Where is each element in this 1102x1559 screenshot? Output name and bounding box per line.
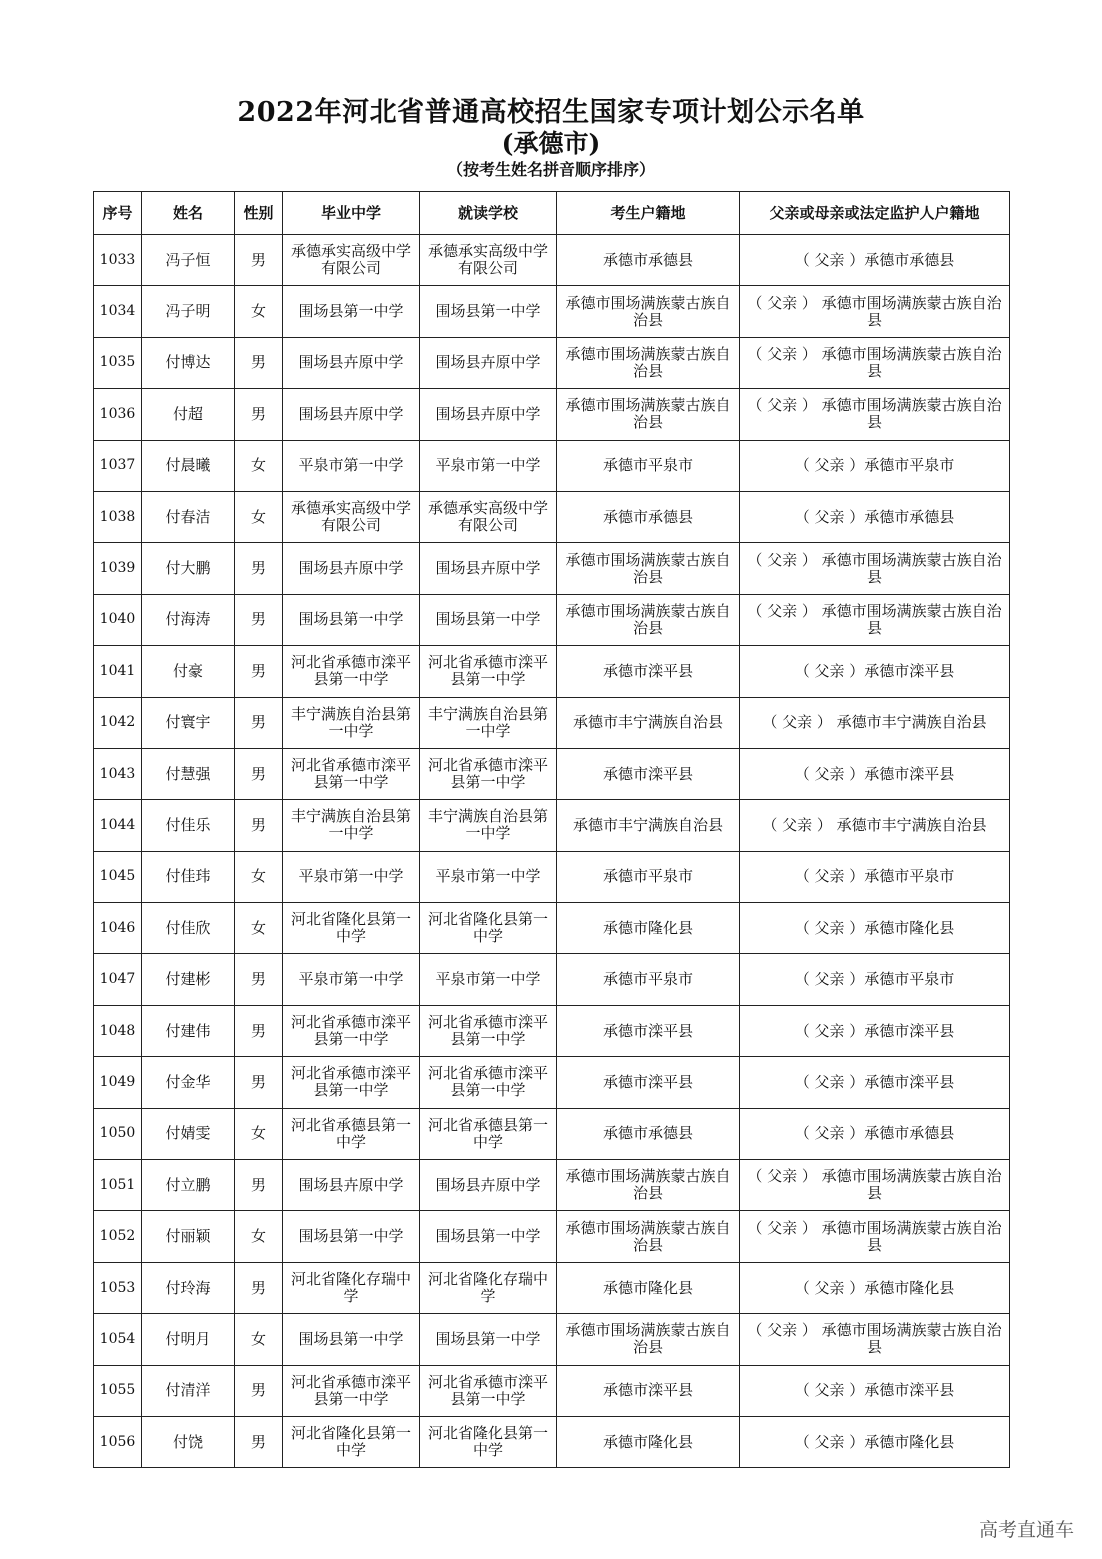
cell-guardian-hukou: （ 父亲 ）承德市承德县 — [740, 235, 1010, 286]
cell-guardian-hukou: （ 父亲 ） 承德市围场满族蒙古族自治县 — [740, 389, 1010, 440]
cell-current-school: 围场县卉原中学 — [420, 543, 557, 594]
cell-seq: 1054 — [94, 1314, 142, 1365]
cell-student-hukou: 承德市围场满族蒙古族自治县 — [557, 389, 740, 440]
cell-graduated-school: 河北省承德市滦平县第一中学 — [283, 646, 420, 697]
cell-graduated-school: 平泉市第一中学 — [283, 954, 420, 1005]
cell-graduated-school: 承德承实高级中学有限公司 — [283, 491, 420, 542]
cell-guardian-hukou: （ 父亲 ）承德市隆化县 — [740, 903, 1010, 954]
page-title: 2022年河北省普通高校招生国家专项计划公示名单 — [237, 97, 865, 128]
cell-student-hukou: 承德市平泉市 — [557, 851, 740, 902]
cell-guardian-hukou: （ 父亲 ） 承德市丰宁满族自治县 — [740, 800, 1010, 851]
cell-graduated-school: 丰宁满族自治县第一中学 — [283, 697, 420, 748]
cell-guardian-hukou: （ 父亲 ） 承德市围场满族蒙古族自治县 — [740, 1211, 1010, 1262]
cell-gender: 男 — [235, 697, 283, 748]
table-row — [94, 954, 1010, 1005]
cell-guardian-hukou: （ 父亲 ）承德市平泉市 — [740, 440, 1010, 491]
cell-name: 付婧雯 — [142, 1108, 235, 1159]
cell-graduated-school: 河北省承德市滦平县第一中学 — [283, 1057, 420, 1108]
cell-name: 付饶 — [142, 1416, 235, 1467]
cell-current-school: 河北省承德市滦平县第一中学 — [420, 1365, 557, 1416]
cell-gender: 女 — [235, 903, 283, 954]
cell-name: 冯子恒 — [142, 235, 235, 286]
cell-graduated-school: 承德承实高级中学有限公司 — [283, 235, 420, 286]
cell-gender: 男 — [235, 748, 283, 799]
cell-student-hukou: 承德市围场满族蒙古族自治县 — [557, 337, 740, 388]
cell-name: 付豪 — [142, 646, 235, 697]
cell-student-hukou: 承德市承德县 — [557, 235, 740, 286]
table-header-row — [94, 192, 1010, 235]
table-row — [94, 1160, 1010, 1211]
cell-name: 冯子明 — [142, 286, 235, 337]
cell-seq: 1047 — [94, 954, 142, 1005]
cell-current-school: 丰宁满族自治县第一中学 — [420, 697, 557, 748]
cell-graduated-school: 围场县第一中学 — [283, 1211, 420, 1262]
table-row — [94, 543, 1010, 594]
cell-current-school: 河北省承德市滦平县第一中学 — [420, 748, 557, 799]
cell-graduated-school: 河北省隆化县第一中学 — [283, 1416, 420, 1467]
table-row — [94, 389, 1010, 440]
header-seq: 序号 — [94, 192, 142, 235]
cell-seq: 1055 — [94, 1365, 142, 1416]
cell-name: 付超 — [142, 389, 235, 440]
cell-student-hukou: 承德市丰宁满族自治县 — [557, 697, 740, 748]
table-row — [94, 697, 1010, 748]
cell-student-hukou: 承德市隆化县 — [557, 903, 740, 954]
cell-student-hukou: 承德市围场满族蒙古族自治县 — [557, 1314, 740, 1365]
table-row — [94, 1262, 1010, 1313]
cell-gender: 女 — [235, 286, 283, 337]
cell-guardian-hukou: （ 父亲 ）承德市平泉市 — [740, 851, 1010, 902]
cell-seq: 1033 — [94, 235, 142, 286]
cell-current-school: 河北省隆化县第一中学 — [420, 903, 557, 954]
cell-guardian-hukou: （ 父亲 ） 承德市围场满族蒙古族自治县 — [740, 286, 1010, 337]
cell-seq: 1038 — [94, 491, 142, 542]
cell-gender: 男 — [235, 594, 283, 645]
table-row — [94, 594, 1010, 645]
cell-student-hukou: 承德市滦平县 — [557, 1057, 740, 1108]
cell-gender: 男 — [235, 646, 283, 697]
header-guardian-hukou: 父亲或母亲或法定监护人户籍地 — [740, 192, 1010, 235]
cell-student-hukou: 承德市隆化县 — [557, 1416, 740, 1467]
cell-current-school: 平泉市第一中学 — [420, 440, 557, 491]
cell-seq: 1048 — [94, 1005, 142, 1056]
cell-current-school: 河北省隆化存瑞中学 — [420, 1262, 557, 1313]
cell-gender: 男 — [235, 954, 283, 1005]
cell-guardian-hukou: （ 父亲 ） 承德市围场满族蒙古族自治县 — [740, 1314, 1010, 1365]
cell-student-hukou: 承德市承德县 — [557, 491, 740, 542]
cell-name: 付明月 — [142, 1314, 235, 1365]
cell-graduated-school: 平泉市第一中学 — [283, 440, 420, 491]
table-row — [94, 1108, 1010, 1159]
cell-name: 付玲海 — [142, 1262, 235, 1313]
cell-current-school: 丰宁满族自治县第一中学 — [420, 800, 557, 851]
cell-gender: 男 — [235, 1160, 283, 1211]
cell-student-hukou: 承德市滦平县 — [557, 748, 740, 799]
cell-gender: 男 — [235, 1057, 283, 1108]
cell-gender: 男 — [235, 235, 283, 286]
table-row — [94, 440, 1010, 491]
cell-graduated-school: 围场县卉原中学 — [283, 337, 420, 388]
cell-guardian-hukou: （ 父亲 ）承德市承德县 — [740, 491, 1010, 542]
cell-current-school: 围场县第一中学 — [420, 1211, 557, 1262]
cell-current-school: 河北省承德市滦平县第一中学 — [420, 1005, 557, 1056]
cell-graduated-school: 围场县卉原中学 — [283, 389, 420, 440]
cell-current-school: 河北省隆化县第一中学 — [420, 1416, 557, 1467]
cell-seq: 1046 — [94, 903, 142, 954]
table-row — [94, 337, 1010, 388]
admission-list-table — [93, 191, 1010, 1468]
cell-guardian-hukou: （ 父亲 ）承德市滦平县 — [740, 1365, 1010, 1416]
cell-name: 付金华 — [142, 1057, 235, 1108]
cell-name: 付立鹏 — [142, 1160, 235, 1211]
cell-seq: 1056 — [94, 1416, 142, 1467]
cell-guardian-hukou: （ 父亲 ）承德市平泉市 — [740, 954, 1010, 1005]
cell-gender: 女 — [235, 1314, 283, 1365]
cell-name: 付大鹏 — [142, 543, 235, 594]
table-row — [94, 903, 1010, 954]
page-subtitle-city: (承德市) — [501, 129, 601, 158]
header-gender: 性别 — [235, 192, 283, 235]
cell-current-school: 承德承实高级中学有限公司 — [420, 491, 557, 542]
cell-current-school: 平泉市第一中学 — [420, 954, 557, 1005]
cell-name: 付建伟 — [142, 1005, 235, 1056]
cell-student-hukou: 承德市滦平县 — [557, 646, 740, 697]
cell-graduated-school: 围场县第一中学 — [283, 286, 420, 337]
cell-guardian-hukou: （ 父亲 ）承德市滦平县 — [740, 1057, 1010, 1108]
cell-name: 付博达 — [142, 337, 235, 388]
cell-seq: 1045 — [94, 851, 142, 902]
cell-gender: 男 — [235, 389, 283, 440]
cell-gender: 男 — [235, 800, 283, 851]
cell-seq: 1039 — [94, 543, 142, 594]
cell-graduated-school: 河北省隆化县第一中学 — [283, 903, 420, 954]
cell-seq: 1042 — [94, 697, 142, 748]
cell-student-hukou: 承德市围场满族蒙古族自治县 — [557, 1160, 740, 1211]
cell-seq: 1050 — [94, 1108, 142, 1159]
header-name: 姓名 — [142, 192, 235, 235]
header-student-hukou: 考生户籍地 — [557, 192, 740, 235]
watermark: 高考直通车 — [978, 1519, 1074, 1541]
cell-current-school: 平泉市第一中学 — [420, 851, 557, 902]
cell-gender: 男 — [235, 1416, 283, 1467]
cell-student-hukou: 承德市丰宁满族自治县 — [557, 800, 740, 851]
table-row — [94, 235, 1010, 286]
cell-gender: 男 — [235, 1365, 283, 1416]
cell-seq: 1040 — [94, 594, 142, 645]
cell-graduated-school: 河北省承德市滦平县第一中学 — [283, 1005, 420, 1056]
cell-gender: 男 — [235, 337, 283, 388]
cell-current-school: 围场县卉原中学 — [420, 389, 557, 440]
cell-graduated-school: 平泉市第一中学 — [283, 851, 420, 902]
cell-guardian-hukou: （ 父亲 ）承德市隆化县 — [740, 1262, 1010, 1313]
cell-gender: 女 — [235, 491, 283, 542]
cell-student-hukou: 承德市承德县 — [557, 1108, 740, 1159]
cell-graduated-school: 围场县卉原中学 — [283, 1160, 420, 1211]
cell-current-school: 围场县卉原中学 — [420, 1160, 557, 1211]
cell-graduated-school: 围场县第一中学 — [283, 1314, 420, 1365]
cell-name: 付慧强 — [142, 748, 235, 799]
header-graduated-school: 毕业中学 — [283, 192, 420, 235]
table-row — [94, 1365, 1010, 1416]
cell-seq: 1034 — [94, 286, 142, 337]
cell-name: 付清洋 — [142, 1365, 235, 1416]
table-row — [94, 286, 1010, 337]
cell-guardian-hukou: （ 父亲 ） 承德市围场满族蒙古族自治县 — [740, 337, 1010, 388]
cell-student-hukou: 承德市围场满族蒙古族自治县 — [557, 594, 740, 645]
table-row — [94, 1416, 1010, 1467]
cell-graduated-school: 围场县第一中学 — [283, 594, 420, 645]
table-row — [94, 1211, 1010, 1262]
cell-gender: 男 — [235, 1262, 283, 1313]
cell-guardian-hukou: （ 父亲 ）承德市承德县 — [740, 1108, 1010, 1159]
cell-seq: 1043 — [94, 748, 142, 799]
table-row — [94, 800, 1010, 851]
cell-seq: 1049 — [94, 1057, 142, 1108]
cell-graduated-school: 河北省隆化存瑞中学 — [283, 1262, 420, 1313]
table-row — [94, 748, 1010, 799]
cell-student-hukou: 承德市滦平县 — [557, 1365, 740, 1416]
cell-guardian-hukou: （ 父亲 ） 承德市丰宁满族自治县 — [740, 697, 1010, 748]
cell-guardian-hukou: （ 父亲 ）承德市滦平县 — [740, 646, 1010, 697]
cell-gender: 女 — [235, 1108, 283, 1159]
cell-graduated-school: 丰宁满族自治县第一中学 — [283, 800, 420, 851]
cell-current-school: 围场县卉原中学 — [420, 337, 557, 388]
cell-seq: 1051 — [94, 1160, 142, 1211]
cell-current-school: 承德承实高级中学有限公司 — [420, 235, 557, 286]
table-row — [94, 491, 1010, 542]
cell-student-hukou: 承德市滦平县 — [557, 1005, 740, 1056]
cell-seq: 1052 — [94, 1211, 142, 1262]
cell-student-hukou: 承德市围场满族蒙古族自治县 — [557, 1211, 740, 1262]
table-row — [94, 851, 1010, 902]
cell-graduated-school: 河北省承德县第一中学 — [283, 1108, 420, 1159]
cell-gender: 男 — [235, 543, 283, 594]
cell-current-school: 河北省承德县第一中学 — [420, 1108, 557, 1159]
cell-student-hukou: 承德市围场满族蒙古族自治县 — [557, 543, 740, 594]
cell-student-hukou: 承德市平泉市 — [557, 440, 740, 491]
table-row — [94, 1314, 1010, 1365]
cell-current-school: 河北省承德市滦平县第一中学 — [420, 646, 557, 697]
cell-guardian-hukou: （ 父亲 ） 承德市围场满族蒙古族自治县 — [740, 594, 1010, 645]
cell-name: 付佳乐 — [142, 800, 235, 851]
cell-name: 付海涛 — [142, 594, 235, 645]
cell-name: 付佳玮 — [142, 851, 235, 902]
cell-gender: 女 — [235, 851, 283, 902]
cell-guardian-hukou: （ 父亲 ）承德市滦平县 — [740, 748, 1010, 799]
cell-seq: 1041 — [94, 646, 142, 697]
cell-seq: 1035 — [94, 337, 142, 388]
header-current-school: 就读学校 — [420, 192, 557, 235]
cell-graduated-school: 围场县卉原中学 — [283, 543, 420, 594]
cell-student-hukou: 承德市围场满族蒙古族自治县 — [557, 286, 740, 337]
cell-name: 付佳欣 — [142, 903, 235, 954]
cell-current-school: 围场县第一中学 — [420, 286, 557, 337]
cell-current-school: 围场县第一中学 — [420, 1314, 557, 1365]
cell-gender: 男 — [235, 1005, 283, 1056]
cell-guardian-hukou: （ 父亲 ）承德市滦平县 — [740, 1005, 1010, 1056]
page-subtitle-sort-note: （按考生姓名拼音顺序排序） — [446, 160, 655, 179]
cell-seq: 1053 — [94, 1262, 142, 1313]
cell-name: 付丽颖 — [142, 1211, 235, 1262]
table-row — [94, 646, 1010, 697]
cell-current-school: 围场县第一中学 — [420, 594, 557, 645]
table-row — [94, 1057, 1010, 1108]
cell-graduated-school: 河北省承德市滦平县第一中学 — [283, 1365, 420, 1416]
cell-guardian-hukou: （ 父亲 ） 承德市围场满族蒙古族自治县 — [740, 543, 1010, 594]
cell-name: 付春洁 — [142, 491, 235, 542]
cell-name: 付寰宇 — [142, 697, 235, 748]
cell-guardian-hukou: （ 父亲 ）承德市隆化县 — [740, 1416, 1010, 1467]
cell-gender: 女 — [235, 440, 283, 491]
cell-gender: 女 — [235, 1211, 283, 1262]
cell-student-hukou: 承德市隆化县 — [557, 1262, 740, 1313]
cell-graduated-school: 河北省承德市滦平县第一中学 — [283, 748, 420, 799]
table-row — [94, 1005, 1010, 1056]
cell-current-school: 河北省承德市滦平县第一中学 — [420, 1057, 557, 1108]
cell-seq: 1044 — [94, 800, 142, 851]
cell-name: 付晨曦 — [142, 440, 235, 491]
cell-seq: 1037 — [94, 440, 142, 491]
cell-seq: 1036 — [94, 389, 142, 440]
cell-student-hukou: 承德市平泉市 — [557, 954, 740, 1005]
cell-guardian-hukou: （ 父亲 ） 承德市围场满族蒙古族自治县 — [740, 1160, 1010, 1211]
cell-name: 付建彬 — [142, 954, 235, 1005]
